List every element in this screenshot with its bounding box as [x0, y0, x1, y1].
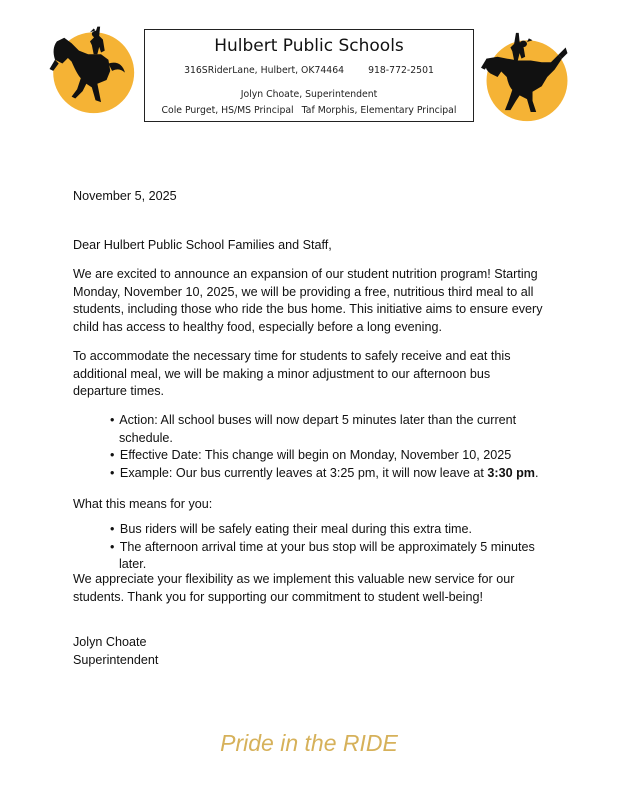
section-heading: What this means for you: [73, 497, 213, 511]
school-contact [145, 65, 473, 76]
details-list [91, 412, 551, 482]
letterhead [144, 29, 474, 122]
list-item: • The afternoon arrival time at your bus stop will be approximately 5 minutes later. [110, 539, 535, 571]
list-item: • Bus riders will be safely eating their meal during this extra time. [110, 522, 472, 536]
school-phone: 918-772-2501 [368, 65, 434, 76]
letter-paragraph: We are excited to announce an expansion of our student nutrition program! Starting Monday, November 10, 2025, we will be providing a free, nutritious third meal to all students, including those who ride the bus home. This initiative aims to ensure every child has access to healthy food, especially before a long evening. [73, 267, 543, 334]
bronc-rider-icon [44, 23, 136, 115]
impacts-list [91, 521, 551, 574]
letter-paragraph: To accommodate the necessary time for students to safely receive and eat this additional meal, we will be making a minor adjustment to our afternoon bus departure times. [73, 349, 511, 398]
superintendent-line: Jolyn Choate, Superintendent [240, 89, 378, 100]
school-name: Hulbert Public Schools [214, 36, 404, 56]
list-item: • Action: All school buses will now depart 5 minutes later than the current schedule. [110, 413, 517, 445]
letter-closing: We appreciate your flexibility as we implement this valuable new service for our students. Thank you for supporting our commitment to student well-being! [73, 572, 515, 604]
bronc-rider-icon [481, 31, 573, 123]
signer-name: Jolyn Choate [73, 635, 147, 649]
signer-title: Superintendent [73, 653, 159, 667]
list-item: • Effective Date: This change will begin on Monday, November 10, 2025 [110, 448, 512, 462]
elem-principal: Taf Morphis, Elementary Principal [301, 105, 457, 116]
hs-principal: Cole Purget, HS/MS Principal [161, 105, 294, 116]
new-departure-time: 3:30 pm [487, 465, 536, 480]
letter-greeting: Dear Hulbert Public School Families and Staff, [73, 238, 332, 252]
list-item: • Example: Our bus currently leaves at 3:25 pm, it will now leave at 3:30 pm. [110, 465, 539, 480]
principals-line [145, 105, 473, 116]
footer-slogan: Pride in the RIDE [220, 730, 398, 756]
letter-date: November 5, 2025 [73, 189, 177, 203]
school-address: 316SRiderLane, Hulbert, OK74464 [184, 65, 345, 76]
